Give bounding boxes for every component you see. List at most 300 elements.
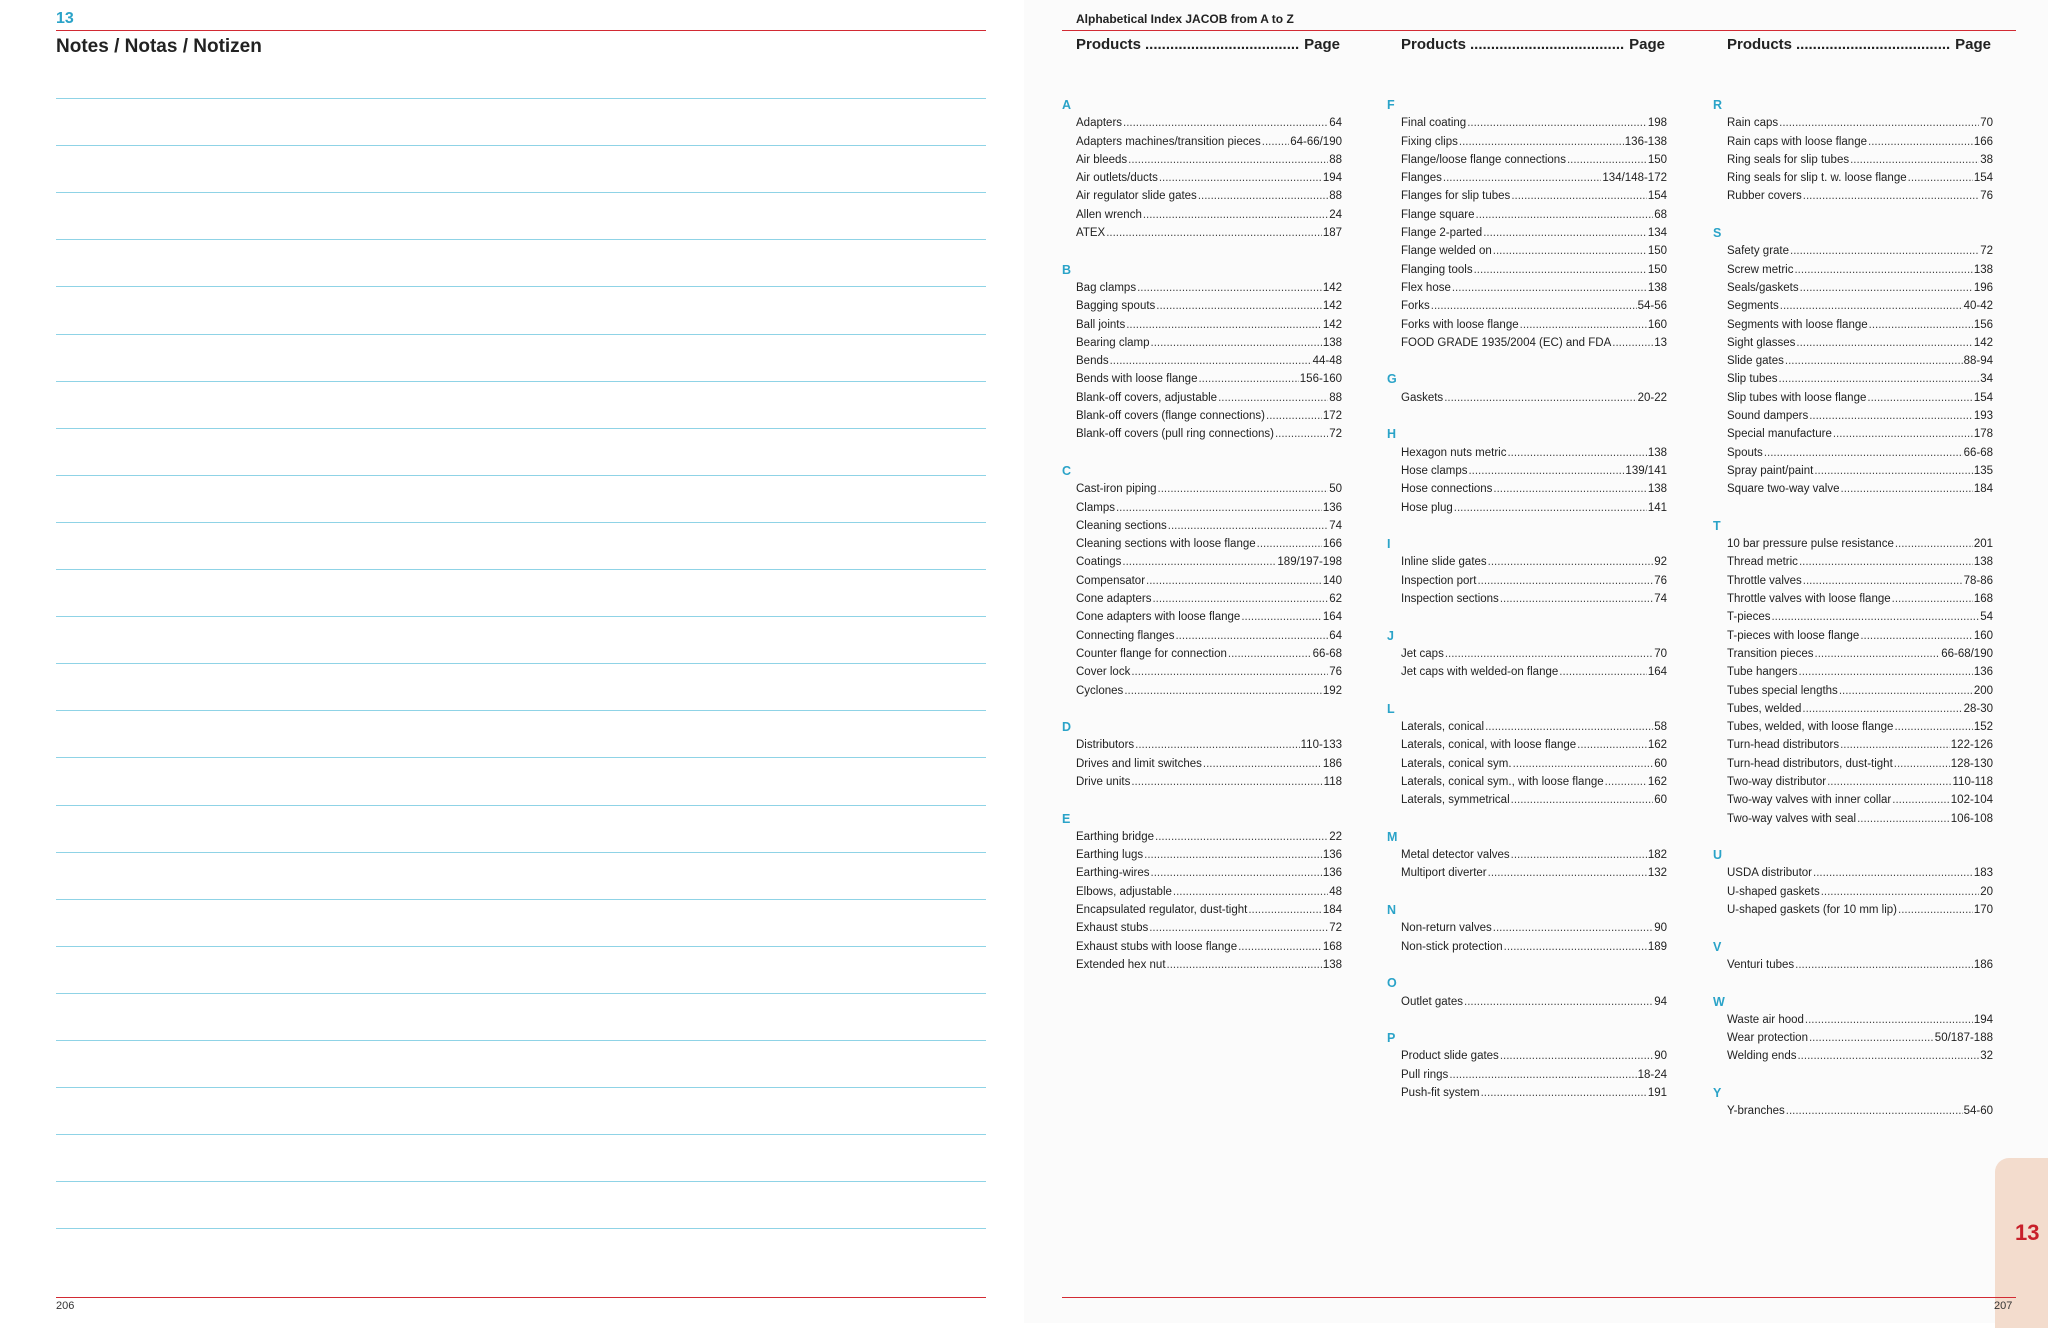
entry-name: Earthing lugs <box>1076 849 1144 862</box>
entry-name: Final coating <box>1401 117 1467 130</box>
letter-group <box>1713 846 1993 919</box>
leader-dots <box>1175 627 1328 645</box>
entry-name: Sight glasses <box>1727 336 1796 349</box>
header-products-label: Products <box>1076 36 1142 53</box>
leader-dots <box>1146 572 1322 590</box>
header-dots <box>1796 36 1951 53</box>
entry-name: Drive units <box>1076 775 1131 788</box>
leader-dots <box>1126 316 1322 334</box>
entry-page: 50 <box>1329 483 1342 496</box>
leader-dots <box>1167 956 1322 974</box>
index-entry <box>1062 553 1342 571</box>
entry-page: 118 <box>1323 775 1342 788</box>
index-entry <box>1387 590 1667 608</box>
letter-group <box>1713 517 1993 828</box>
leader-dots <box>1131 773 1322 791</box>
entry-page: 178 <box>1973 428 1993 441</box>
index-entry <box>1387 1084 1667 1102</box>
entry-name: Throttle valves with loose flange <box>1727 593 1891 606</box>
entry-page: 142 <box>1322 318 1342 331</box>
leader-dots <box>1452 279 1647 297</box>
entry-page: 70 <box>1980 117 1993 130</box>
leader-dots <box>1476 206 1654 224</box>
index-entry <box>1062 425 1342 443</box>
entry-page: 168 <box>1973 593 1993 606</box>
leader-dots <box>1814 462 1973 480</box>
index-entry <box>1713 553 1993 571</box>
entry-page: 28-30 <box>1963 702 1993 715</box>
entry-page: 186 <box>1973 958 1993 971</box>
entry-name: Bag clamps <box>1076 281 1137 294</box>
entry-page: 198 <box>1647 117 1667 130</box>
index-entry <box>1387 938 1667 956</box>
letter-group <box>1062 718 1342 791</box>
entry-page: 60 <box>1654 757 1667 770</box>
leader-dots <box>1493 919 1653 937</box>
entry-page: 54-60 <box>1963 1105 1993 1118</box>
entry-page: 136 <box>1322 501 1342 514</box>
entry-page: 141 <box>1647 501 1667 514</box>
entry-page: 192 <box>1322 684 1342 697</box>
entry-name: Flange 2-parted <box>1401 227 1483 240</box>
index-entry <box>1713 151 1993 169</box>
entry-page: 160 <box>1647 318 1667 331</box>
entry-page: 194 <box>1322 172 1342 185</box>
entry-name: Bends <box>1076 355 1109 368</box>
entry-page: 136 <box>1322 867 1342 880</box>
entry-page: 184 <box>1973 483 1993 496</box>
entry-name: Rain caps with loose flange <box>1727 135 1867 148</box>
leader-dots <box>1850 151 1979 169</box>
leader-dots <box>1764 444 1963 462</box>
entry-page: 201 <box>1973 538 1993 551</box>
entry-page: 78-86 <box>1963 574 1993 587</box>
index-entry <box>1387 773 1667 791</box>
entry-page: 142 <box>1973 336 1993 349</box>
entry-name: Exhaust stubs with loose flange <box>1076 940 1238 953</box>
section-letter: D <box>1062 720 1072 735</box>
index-entry <box>1062 352 1342 370</box>
leader-dots <box>1511 791 1654 809</box>
entry-name: Transition pieces <box>1727 647 1814 660</box>
index-entry <box>1713 718 1993 736</box>
index-entry <box>1062 114 1342 132</box>
leader-dots <box>1805 1011 1973 1029</box>
entry-name: Square two-way valve <box>1727 483 1840 496</box>
leader-dots <box>1797 1047 1979 1065</box>
leader-dots <box>1894 718 1972 736</box>
letter-group <box>1387 96 1667 352</box>
leader-dots <box>1467 114 1647 132</box>
entry-name: FOOD GRADE 1935/2004 (EC) and FDA <box>1401 336 1612 349</box>
note-line <box>56 522 986 523</box>
leader-dots <box>1809 1029 1934 1047</box>
entry-name: Multiport diverter <box>1401 867 1487 880</box>
section-letter: L <box>1387 701 1395 716</box>
leader-dots <box>1794 261 1972 279</box>
section-letter: V <box>1713 939 1722 954</box>
entry-name: Air bleeds <box>1076 153 1128 166</box>
header-page-label: Page <box>1955 36 1991 53</box>
entry-page: 88 <box>1329 391 1342 404</box>
entry-name: Laterals, conical sym. <box>1401 757 1512 770</box>
leader-dots <box>1895 535 1973 553</box>
leader-dots <box>1266 407 1322 425</box>
leader-dots <box>1520 316 1647 334</box>
letter-group <box>1713 1084 1993 1121</box>
index-entry <box>1062 901 1342 919</box>
entry-name: Laterals, conical, with loose flange <box>1401 739 1577 752</box>
index-entry <box>1062 297 1342 315</box>
entry-page: 76 <box>1980 190 1993 203</box>
entry-page: 44-48 <box>1312 355 1342 368</box>
entry-page: 194 <box>1973 1013 1993 1026</box>
index-entry <box>1062 370 1342 388</box>
leader-dots <box>1468 462 1624 480</box>
section-letter: T <box>1713 518 1721 533</box>
section-letter: N <box>1387 903 1397 918</box>
leader-dots <box>1485 718 1653 736</box>
index-entry <box>1387 919 1667 937</box>
entry-page: 64 <box>1329 629 1342 642</box>
entry-name: 10 bar pressure pulse resistance <box>1727 538 1894 551</box>
entry-page: 50/187-188 <box>1934 1032 1993 1045</box>
index-entry <box>1713 590 1993 608</box>
entry-name: USDA distributor <box>1727 867 1813 880</box>
index-column-1 <box>1062 96 1342 993</box>
leader-dots <box>1257 535 1322 553</box>
entry-name: Cone adapters <box>1076 593 1152 606</box>
page-number: 206 <box>56 1300 75 1312</box>
index-entry <box>1713 810 1993 828</box>
bottom-rule <box>56 1297 986 1298</box>
note-line <box>56 852 986 853</box>
leader-dots <box>1513 755 1654 773</box>
entry-name: T-pieces with loose flange <box>1727 629 1860 642</box>
letter-group <box>1713 993 1993 1066</box>
leader-dots <box>1151 334 1322 352</box>
index-column-2 <box>1387 96 1667 1121</box>
index-entry <box>1387 114 1667 132</box>
entry-page: 20-22 <box>1637 391 1667 404</box>
leader-dots <box>1786 1102 1963 1120</box>
entry-page: 138 <box>1647 483 1667 496</box>
index-entry <box>1387 736 1667 754</box>
leader-dots <box>1128 151 1328 169</box>
letter-group <box>1387 1029 1667 1102</box>
index-entry <box>1062 316 1342 334</box>
entry-page: 13 <box>1654 336 1667 349</box>
leader-dots <box>1504 938 1647 956</box>
index-entry <box>1713 1102 1993 1120</box>
leader-dots <box>1488 553 1654 571</box>
entry-page: 66-68 <box>1312 647 1342 660</box>
index-entry <box>1387 755 1667 773</box>
entry-name: Product slide gates <box>1401 1050 1499 1063</box>
leader-dots <box>1511 187 1647 205</box>
entry-page: 66-68 <box>1963 446 1993 459</box>
entry-name: Tubes, welded <box>1727 702 1802 715</box>
leader-dots <box>1131 663 1328 681</box>
entry-page: 92 <box>1654 556 1667 569</box>
index-entry <box>1387 663 1667 681</box>
section-letter: C <box>1062 463 1072 478</box>
index-entry <box>1713 114 1993 132</box>
entry-name: Cone adapters with loose flange <box>1076 611 1241 624</box>
entry-name: Adapters machines/transition pieces <box>1076 135 1261 148</box>
entry-page: 164 <box>1647 666 1667 679</box>
entry-page: 156-160 <box>1299 373 1342 386</box>
leader-dots <box>1894 755 1950 773</box>
entry-page: 162 <box>1647 775 1667 788</box>
entry-page: 88 <box>1329 153 1342 166</box>
entry-name: Welding ends <box>1727 1050 1797 1063</box>
leader-dots <box>1228 645 1312 663</box>
entry-page: 74 <box>1654 593 1667 606</box>
index-entry <box>1387 553 1667 571</box>
index-entry <box>1713 663 1993 681</box>
entry-page: 138 <box>1322 958 1342 971</box>
note-line <box>56 1181 986 1182</box>
leader-dots <box>1144 846 1322 864</box>
leader-dots <box>1124 682 1322 700</box>
leader-dots <box>1262 133 1289 151</box>
section-letter: H <box>1387 427 1397 442</box>
entry-name: Two-way valves with inner collar <box>1727 794 1892 807</box>
leader-dots <box>1839 682 1973 700</box>
letter-group <box>1062 462 1342 700</box>
leader-dots <box>1500 1047 1653 1065</box>
index-entry <box>1713 242 1993 260</box>
leader-dots <box>1908 169 1973 187</box>
index-entry <box>1713 462 1993 480</box>
index-entry <box>1713 187 1993 205</box>
index-entry <box>1387 224 1667 242</box>
entry-name: Laterals, conical sym., with loose flange <box>1401 775 1604 788</box>
column-header <box>1076 36 1340 53</box>
entry-name: Spouts <box>1727 446 1763 459</box>
entry-page: 70 <box>1654 647 1667 660</box>
entry-name: Connecting flanges <box>1076 629 1175 642</box>
index-entry <box>1387 645 1667 663</box>
leader-dots <box>1869 316 1973 334</box>
leader-dots <box>1892 791 1950 809</box>
entry-page: 76 <box>1329 666 1342 679</box>
leader-dots <box>1464 993 1653 1011</box>
entry-page: 189/197-198 <box>1277 556 1342 569</box>
entry-page: 193 <box>1973 410 1993 423</box>
note-line <box>56 239 986 240</box>
note-line <box>56 805 986 806</box>
index-entry <box>1713 608 1993 626</box>
entry-name: Tubes special lengths <box>1727 684 1838 697</box>
index-entry <box>1062 206 1342 224</box>
leader-dots <box>1116 499 1322 517</box>
leader-dots <box>1137 279 1322 297</box>
entry-name: Safety grate <box>1727 245 1790 258</box>
entry-page: 74 <box>1329 519 1342 532</box>
index-entry <box>1387 1047 1667 1065</box>
entry-page: 142 <box>1322 281 1342 294</box>
index-entry <box>1387 718 1667 736</box>
entry-page: 150 <box>1647 263 1667 276</box>
entry-name: Hexagon nuts metric <box>1401 446 1507 459</box>
top-rule <box>56 30 986 31</box>
index-entry <box>1713 370 1993 388</box>
leader-dots <box>1445 645 1653 663</box>
leader-dots <box>1779 114 1979 132</box>
index-entry <box>1713 480 1993 498</box>
entry-page: 154 <box>1647 190 1667 203</box>
entry-page: 168 <box>1322 940 1342 953</box>
index-entry <box>1062 499 1342 517</box>
section-letter: U <box>1713 848 1723 863</box>
header-dots <box>1470 36 1625 53</box>
entry-name: Gaskets <box>1401 391 1444 404</box>
entry-name: Ball joints <box>1076 318 1126 331</box>
letter-group <box>1062 810 1342 975</box>
leader-dots <box>1827 773 1951 791</box>
entry-name: Flanges for slip tubes <box>1401 190 1511 203</box>
entry-page: 128-130 <box>1950 757 1993 770</box>
entry-name: Hose plug <box>1401 501 1453 514</box>
index-entry <box>1387 572 1667 590</box>
section-letter: F <box>1387 98 1395 112</box>
entry-page: 68 <box>1654 208 1667 221</box>
note-line <box>56 1134 986 1135</box>
entry-name: Distributors <box>1076 739 1135 752</box>
header-products-label: Products <box>1727 36 1793 53</box>
entry-page: 154 <box>1973 172 1993 185</box>
leader-dots <box>1123 114 1328 132</box>
letter-group <box>1387 627 1667 682</box>
index-entry <box>1387 316 1667 334</box>
entry-name: Adapters <box>1076 117 1123 130</box>
entry-page: 187 <box>1322 227 1342 240</box>
entry-name: Forks with loose flange <box>1401 318 1519 331</box>
leader-dots <box>1444 389 1636 407</box>
leader-dots <box>1168 517 1328 535</box>
entry-name: Flanging tools <box>1401 263 1473 276</box>
index-entry <box>1713 425 1993 443</box>
index-entry <box>1387 261 1667 279</box>
leader-dots <box>1198 370 1298 388</box>
entry-page: 152 <box>1973 721 1993 734</box>
entry-name: Throttle valves <box>1727 574 1802 587</box>
index-entry <box>1713 407 1993 425</box>
index-entry <box>1062 517 1342 535</box>
left-page <box>0 0 1024 1323</box>
index-entry <box>1062 645 1342 663</box>
leader-dots <box>1454 499 1647 517</box>
entry-page: 191 <box>1647 1087 1667 1100</box>
entry-name: Special manufacture <box>1727 428 1832 441</box>
entry-name: Two-way distributor <box>1727 775 1827 788</box>
letter-group <box>1387 700 1667 810</box>
leader-dots <box>1799 553 1973 571</box>
entry-page: 22 <box>1329 830 1342 843</box>
index-entry <box>1387 206 1667 224</box>
entry-page: 142 <box>1322 300 1342 313</box>
entry-page: 166 <box>1973 135 1993 148</box>
note-line <box>56 946 986 947</box>
entry-page: 150 <box>1647 245 1667 258</box>
note-line <box>56 899 986 900</box>
note-line <box>56 286 986 287</box>
note-line <box>56 569 986 570</box>
entry-name: Air regulator slide gates <box>1076 190 1197 203</box>
entry-name: Non-return valves <box>1401 922 1492 935</box>
entry-page: 172 <box>1322 410 1342 423</box>
chapter-number: 13 <box>56 10 74 27</box>
section-letter: B <box>1062 262 1072 277</box>
entry-name: Rain caps <box>1727 117 1779 130</box>
entry-name: Slide gates <box>1727 355 1784 368</box>
section-letter: E <box>1062 811 1071 826</box>
leader-dots <box>1898 901 1973 919</box>
entry-name: Air outlets/ducts <box>1076 172 1158 185</box>
entry-page: 136-138 <box>1624 135 1667 148</box>
entry-name: Cover lock <box>1076 666 1131 679</box>
entry-name: Ring seals for slip t. w. loose flange <box>1727 172 1907 185</box>
leader-dots <box>1799 663 1973 681</box>
leader-dots <box>1275 425 1328 443</box>
entry-name: Wear protection <box>1727 1032 1808 1045</box>
entry-page: 132 <box>1647 867 1667 880</box>
entry-name: Flange welded on <box>1401 245 1492 258</box>
column-header <box>1401 36 1665 53</box>
leader-dots <box>1493 480 1646 498</box>
letter-group <box>1713 938 1993 975</box>
leader-dots <box>1779 370 1980 388</box>
index-entry <box>1387 791 1667 809</box>
entry-page: 60 <box>1654 794 1667 807</box>
entry-page: 134 <box>1647 227 1667 240</box>
entry-name: Encapsulated regulator, dust-tight <box>1076 904 1248 917</box>
leader-dots <box>1605 773 1647 791</box>
entry-name: Thread metric <box>1727 556 1798 569</box>
leader-dots <box>1867 389 1972 407</box>
index-entry <box>1713 791 1993 809</box>
entry-name: Metal detector valves <box>1401 849 1510 862</box>
header-products-label: Products <box>1401 36 1467 53</box>
note-line <box>56 663 986 664</box>
index-entry <box>1713 535 1993 553</box>
leader-dots <box>1149 919 1328 937</box>
entry-name: Push-fit system <box>1401 1087 1480 1100</box>
entry-page: 90 <box>1654 922 1667 935</box>
entry-page: 110-133 <box>1300 739 1342 752</box>
letter-group <box>1387 901 1667 956</box>
leader-dots <box>1110 352 1312 370</box>
index-entry <box>1713 572 1993 590</box>
note-line <box>56 757 986 758</box>
entry-name: Elbows, adjustable <box>1076 885 1172 898</box>
leader-dots <box>1449 1066 1636 1084</box>
index-entry <box>1713 297 1993 315</box>
index-entry <box>1062 864 1342 882</box>
section-letter: M <box>1387 829 1398 844</box>
index-entry <box>1062 151 1342 169</box>
letter-group <box>1387 535 1667 608</box>
index-entry <box>1713 1029 1993 1047</box>
entry-name: Flange square <box>1401 208 1475 221</box>
entry-page: 138 <box>1647 281 1667 294</box>
entry-name: Allen wrench <box>1076 208 1142 221</box>
entry-name: Venturi tubes <box>1727 958 1795 971</box>
section-letter: Y <box>1713 1086 1722 1101</box>
leader-dots <box>1459 133 1624 151</box>
